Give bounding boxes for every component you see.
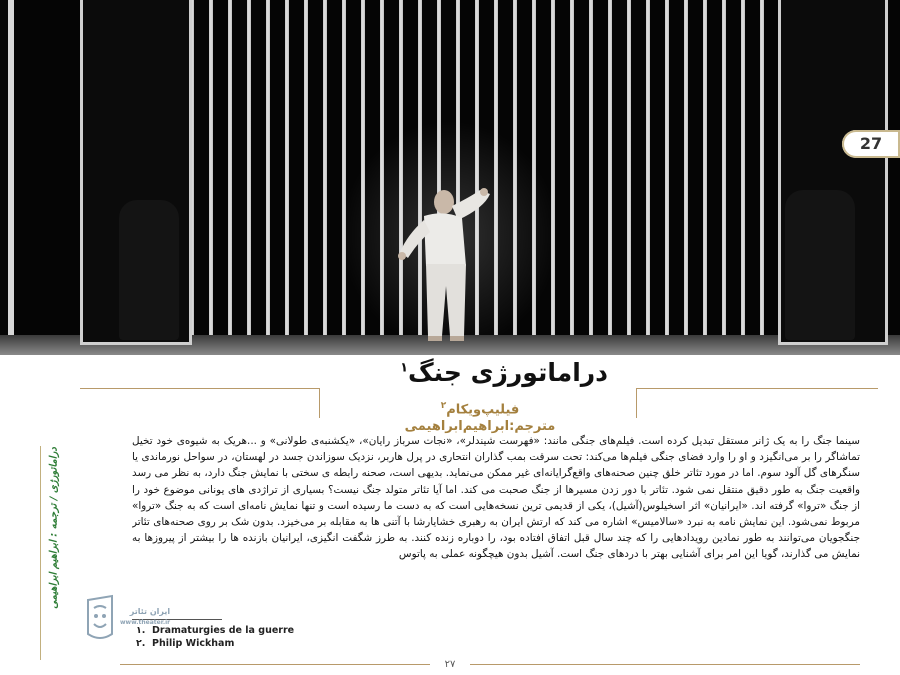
logo-caption <box>120 606 170 628</box>
stage-door-left <box>80 0 192 345</box>
header-rule-left <box>80 388 320 418</box>
footnote-2-marker: ۲. <box>136 638 146 649</box>
footer-rule <box>120 664 860 665</box>
margin-rule <box>40 446 41 660</box>
article-body <box>132 433 860 615</box>
footer-page-number: ۲۷ <box>430 659 470 670</box>
side-caption <box>46 448 62 608</box>
dancer-figure <box>392 186 502 348</box>
logo-title: ایران تئاتر <box>129 607 171 616</box>
author-line <box>330 398 630 418</box>
footnote-1-marker: ۱. <box>136 625 146 636</box>
side-caption-text: دراماتورژی / ترجمه : ابراهیم ابراهیمی <box>48 447 60 609</box>
logo-url: www.theater.ir <box>120 619 171 626</box>
byline <box>330 398 630 435</box>
title-footnote-marker: ۱ <box>400 360 409 376</box>
author-footnote-marker: ۲ <box>440 401 447 411</box>
shadow-actor-right <box>785 190 855 340</box>
article-title-text: دراماتورژی جنگ <box>408 358 608 387</box>
footnote-2 <box>136 637 294 650</box>
article-title <box>400 358 608 387</box>
author-name: فیلیپ‌ویکام <box>446 402 520 418</box>
page-number: 27 <box>859 134 883 153</box>
stage-post-left <box>8 0 14 350</box>
translator-name: مترجم:ابراهیم‌ابراهیمی <box>404 419 556 435</box>
footnote-2-text: Philip Wickham <box>152 638 235 649</box>
header-rule-right <box>636 388 878 418</box>
body-paragraph: سینما جنگ را به یک ژانر مستقل تبدیل کرده است. فیلم‌های جنگی مانند: «فهرست شیندلر»، «نجات سرباز رایان»، «یکشنبه‌ی طولانی» و ...هریک به شیوه‌ی خود تخیل تماشاگر را بر می‌انگیزد و او را وارد فضای جنگی فیلم‌ها می‌کند: تحت سرقت بمب گذاران انتحاری در پرل هاربر، نزدیک سوزاندن جسد در لهستان، در سواحل نورماندی یا سنگرهای گل آلود سوم. اما در مورد تئاتر خلق چنین صحنه‌های واقع‌گرایانه‌ای غیر ممکن می‌نماید. بدیهی است، صحنه رابطه ی سختی با نمایش جنگ دارد، به نظر می رسد واقعیت جنگ به طور دقیق منتقل نمی شود. تئاتر با دور زدن مسیرها از جنگ صحبت می کند. اما آیا تئاتر متولد جنگ نیست؟ بسیاری از تراژدی های یونانی موضوع خود را از جنگ «تروا» گرفته اند. «ایرانیان» اثر اسخیلوس(آشیل)، یکی از قدیمی ترین نسخه‌هایی است که به دست ما رسیده است و تنها نمایش نامه‌ای است که به جنگ «تروا» مربوط نمی‌شود. این نمایش نامه به نبرد «سالامیس» اشاره می کند که ارتش ایران به رهبری خشایارشا با آتنی ها به مقابله بر می‌خیزد. بدون شک بر روی صحنه‌های تئاتر جنگجویان می‌توانند به طور نمادین رویدادهایی را که چند سال قبل اتفاق افتاده بود، را دوباره زنده کنند. به طرز شگفت انگیزی، ایرانیان بازنده ها را بیشتر از پیروزها به نمایش می گذارند، گویا این امر برای آشنایی بهتر با دردهای جنگ است. آشیل بدون هیچگونه عملی به پاتوس <box>132 435 860 561</box>
stage-door-right <box>778 0 888 345</box>
shadow-actor-left <box>119 200 179 340</box>
page-number-tab <box>842 130 900 158</box>
footnote-1-text: Dramaturgies de la guerre <box>152 625 295 636</box>
